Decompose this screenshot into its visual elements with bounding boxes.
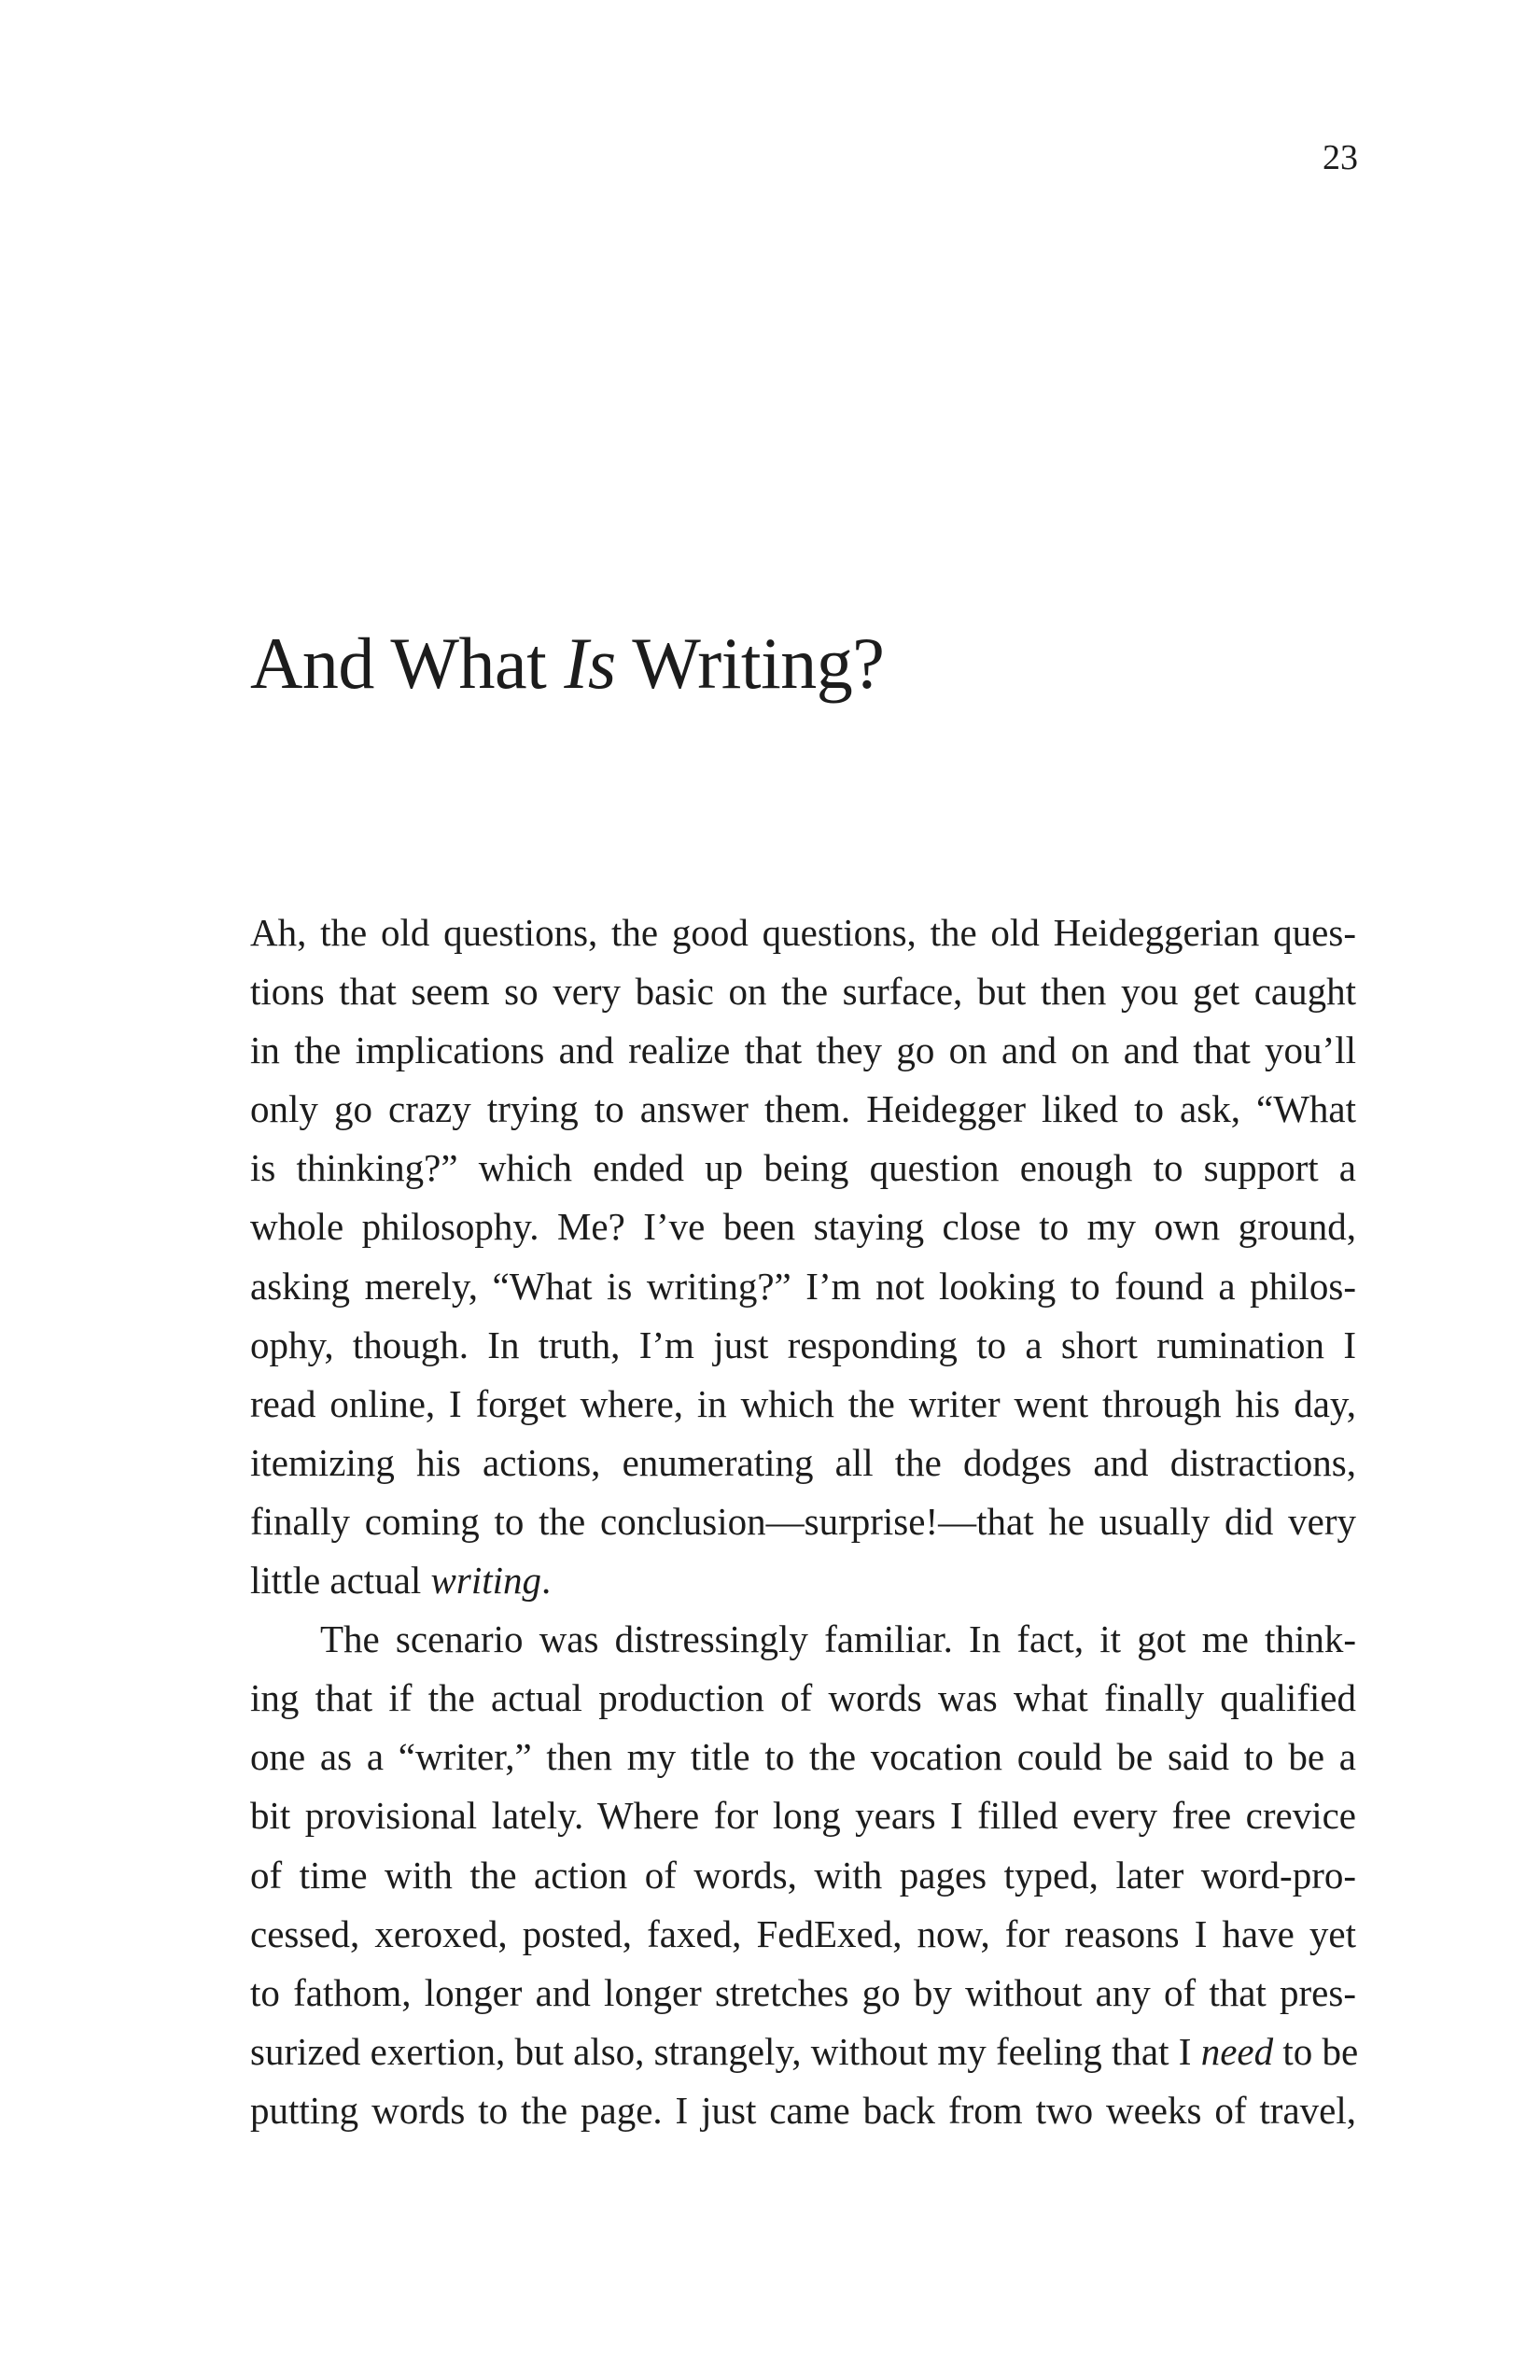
text-line: cessed, xeroxed, posted, faxed, FedExed, now, for reasons I have yet <box>250 1911 1356 1955</box>
paragraph-2 <box>250 1610 1359 2140</box>
text-line: read online, I forget where, in which the writer went through his day, <box>250 1381 1356 1425</box>
text-line: The scenario was distressingly familiar. In fact, it got me think- <box>320 1617 1356 1661</box>
text-line <box>250 2023 1359 2081</box>
page-number: 23 <box>1323 138 1358 177</box>
chapter-title <box>250 623 885 704</box>
text-run: to be <box>1273 2029 1359 2073</box>
text-line: Ah, the old questions, the good questions, the old Heideggerian ques- <box>250 911 1356 954</box>
text-line: ophy, though. In truth, I’m just responding to a short rumination I <box>250 1323 1356 1366</box>
text-line: ing that if the actual production of words was what finally qualified <box>250 1676 1356 1720</box>
chapter-title-part-1: And What <box>250 623 565 704</box>
text-line: of time with the action of words, with pages typed, later word-pro- <box>250 1853 1356 1897</box>
text-line: tions that seem so very basic on the surface, but then you get caught <box>250 970 1356 1014</box>
chapter-title-part-2: Writing? <box>615 623 885 704</box>
text-line: bit provisional lately. Where for long years I filled every free crevice <box>250 1794 1356 1838</box>
text-line: one as a “writer,” then my title to the vocation could be said to be a <box>250 1735 1356 1779</box>
text-line: itemizing his actions, enumerating all the dodges and distractions, <box>250 1440 1356 1484</box>
text-line <box>250 1551 1356 1610</box>
text-line: to fathom, longer and longer stretches go by without any of that pres- <box>250 1970 1356 2014</box>
text-line: putting words to the page. I just came back from two weeks of travel, <box>250 2088 1356 2132</box>
emphasis-text: writing <box>430 1559 542 1603</box>
text-line: whole philosophy. Me? I’ve been staying close to my own ground, <box>250 1205 1356 1249</box>
text-run: . <box>541 1559 552 1603</box>
emphasis-text: need <box>1200 2029 1274 2073</box>
text-line: only go crazy trying to answer them. Heidegger liked to ask, “What <box>250 1087 1356 1131</box>
chapter-title-emphasis: Is <box>564 623 616 704</box>
text-line: finally coming to the conclusion—surprise!—that he usually did very <box>250 1499 1356 1543</box>
text-line: asking merely, “What is writing?” I’m not looking to found a philos- <box>250 1264 1356 1308</box>
text-run: surized exertion, but also, strangely, without my feeling that I <box>250 2029 1201 2073</box>
text-run: little actual <box>250 1559 431 1603</box>
paragraph-1 <box>250 903 1356 1610</box>
text-line: is thinking?” which ended up being question enough to support a <box>250 1146 1356 1190</box>
body-text <box>250 903 1359 2140</box>
text-line: in the implications and realize that they go on and on and that you’ll <box>250 1029 1356 1072</box>
